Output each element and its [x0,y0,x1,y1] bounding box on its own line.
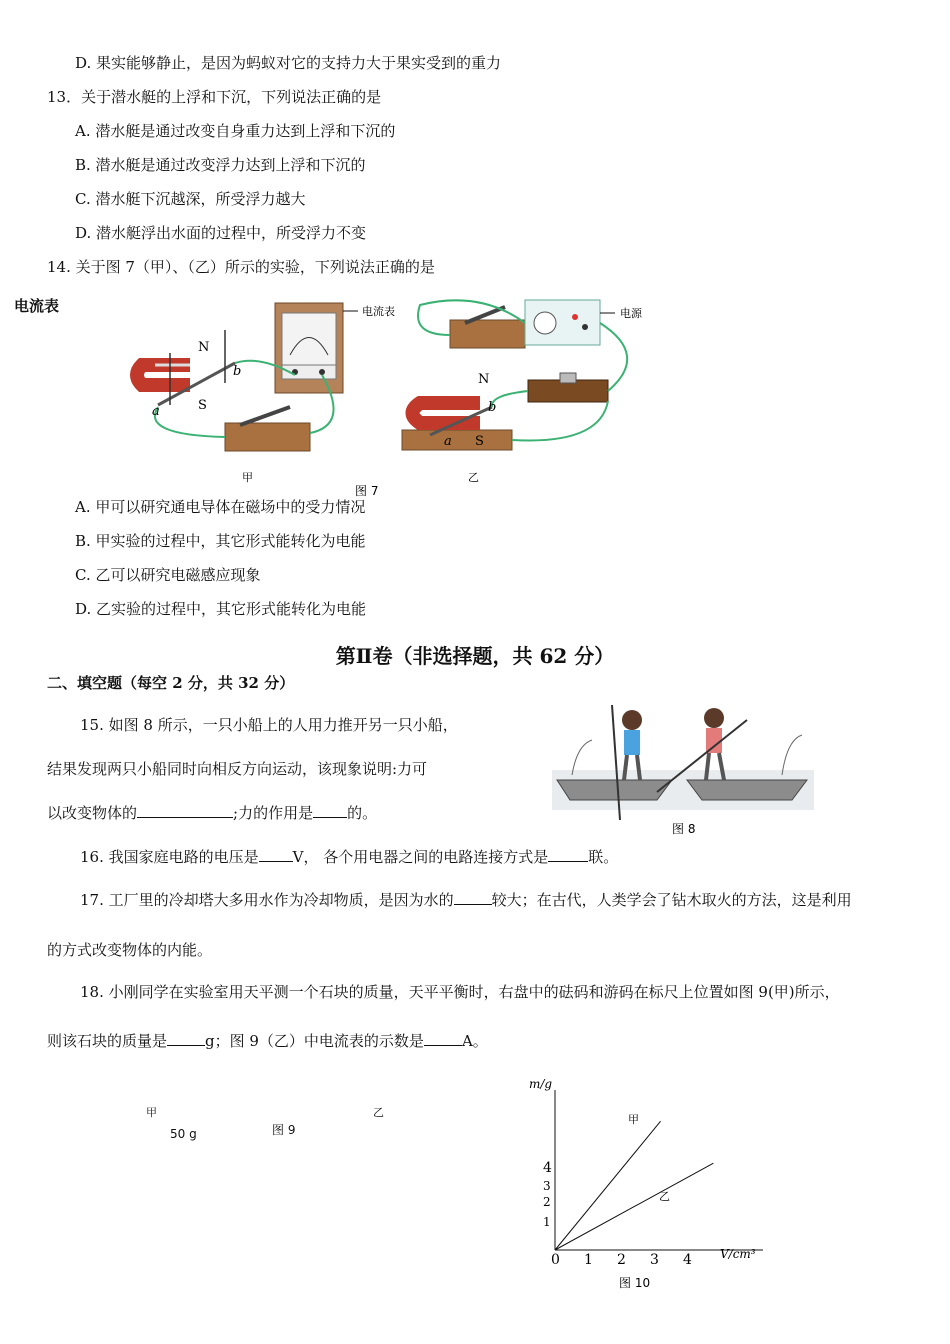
q13-option-d: D. 潜水艇浮出水面的过程中，所受浮力不变 [75,224,367,242]
q16-text-a: 16. 我国家庭电路的电压是 [80,848,259,866]
q16-text-b: V， 各个用电器之间的电路连接方式是 [292,848,549,866]
y-tick-label: 2 [543,1195,551,1209]
q16-text-c: 联。 [588,848,619,866]
q18-blank-2[interactable] [424,1031,462,1046]
y-axis-label: m/g [529,1077,553,1091]
label-power: 电源 [620,307,642,320]
label-a-1: a [152,404,160,419]
q17-blank-1[interactable] [454,890,492,905]
label-b-2: b [488,400,497,415]
q15-line-3 [47,802,377,823]
q16-blank-1[interactable] [259,847,293,862]
section-2-title: 第Ⅱ卷（非选择题，共 62 分） [335,644,615,668]
q14-stem: 14. 关于图 7（甲）、（乙）所示的实验，下列说法正确的是 [47,258,435,276]
x-axis-label: V/cm³ [720,1247,756,1261]
q14-option-d: D. 乙实验的过程中，其它形式能转化为电能 [75,600,367,618]
section-2-heading: 二、填空题（每空 2 分，共 32 分） [47,674,295,692]
figure-9-yi-label: 乙 [373,1106,384,1119]
x-tick-label: 2 [617,1252,626,1268]
series-label-jia: 甲 [628,1113,639,1126]
label-yi: 乙 [468,471,479,484]
q15-blank-2[interactable] [313,803,347,818]
q18-text-c: A。 [461,1032,488,1050]
q15-blank-1[interactable] [137,803,233,818]
label-a-2: a [444,434,452,449]
q18-line-2 [47,1030,488,1051]
series-line-jia [555,1121,661,1250]
figure-9-weight-label: 50 g [170,1127,197,1141]
q15-text-a: 以改变物体的 [47,804,138,822]
figure-7 [130,295,640,500]
figure-8-caption: 图 8 [672,822,696,836]
q16-line [80,846,618,867]
q17-line-1 [80,889,852,910]
q13-stem: 13．关于潜水艇的上浮和下沉，下列说法正确的是 [47,88,382,106]
q14-option-c: C. 乙可以研究电磁感应现象 [75,566,261,584]
q15-line-2: 结果发现两只小船同时向相反方向运动，该现象说明:力可 [47,760,428,778]
figure-9-caption: 图 9 [272,1123,296,1137]
series-label-yi: 乙 [659,1190,670,1203]
y-tick-label: 4 [543,1160,552,1176]
q13-option-c: C. 潜水艇下沉越深，所受浮力越大 [75,190,306,208]
figure-9-jia-label: 甲 [146,1106,157,1119]
figure-7-yi [402,300,627,450]
series-line-yi [555,1163,713,1250]
q15-text-b: ;力的作用是 [233,804,314,822]
q13-option-b: B. 潜水艇是通过改变浮力达到上浮和下沉的 [75,156,366,174]
q18-text-b: g；图 9（乙）中电流表的示数是 [205,1032,424,1050]
q14-option-a: A. 甲可以研究通电导体在磁场中的受力情况 [75,498,366,516]
q13-option-a: A. 潜水艇是通过改变自身重力达到上浮和下沉的 [75,122,396,140]
q18-blank-1[interactable] [167,1031,205,1046]
figure-10-caption: 图 10 [619,1276,651,1290]
q16-blank-2[interactable] [548,847,588,862]
q17-line-2: 的方式改变物体的内能。 [47,941,213,959]
q18-text-a: 则该石块的质量是 [47,1032,168,1050]
q17-text-a: 17. 工厂里的冷却塔大多用水作为冷却物质，是因为水的 [80,891,454,909]
figure-8 [552,700,814,836]
x-tick-label: 4 [683,1252,692,1268]
figure-7-caption: 图 7 [355,484,379,498]
origin-label: 0 [551,1252,560,1268]
label-ammeter: 电流表 [362,305,395,318]
label-s-1: S [198,398,207,413]
y-tick-label: 1 [543,1215,551,1229]
figure-10-chart [515,1070,775,1295]
q15-line-1: 15. 如图 8 所示，一只小船上的人用力推开另一只小船， [80,716,458,734]
y-tick-label: 3 [543,1179,551,1193]
q14-option-b: B. 甲实验的过程中，其它形式能转化为电能 [75,532,366,550]
q17-text-b: 较大；在古代，人类学会了钻木取火的方法，这是利用 [491,891,852,909]
q12-option-d: D. 果实能够静止，是因为蚂蚁对它的支持力大于果实受到的重力 [75,54,502,72]
side-label-ammeter: 电流表 [14,297,60,315]
label-jia: 甲 [242,471,253,484]
label-n-1: N [198,340,210,355]
q15-text-c: 的。 [347,804,378,822]
x-tick-label: 1 [584,1252,593,1268]
label-n-2: N [478,372,490,387]
label-b-1: b [233,364,242,379]
q18-line-1: 18. 小刚同学在实验室用天平测一个石块的质量，天平平衡时，右盘中的砝码和游码在标尺上位置如图 9(甲)所示， [80,983,840,1001]
x-tick-label: 3 [650,1252,659,1268]
label-s-2: S [475,434,484,449]
